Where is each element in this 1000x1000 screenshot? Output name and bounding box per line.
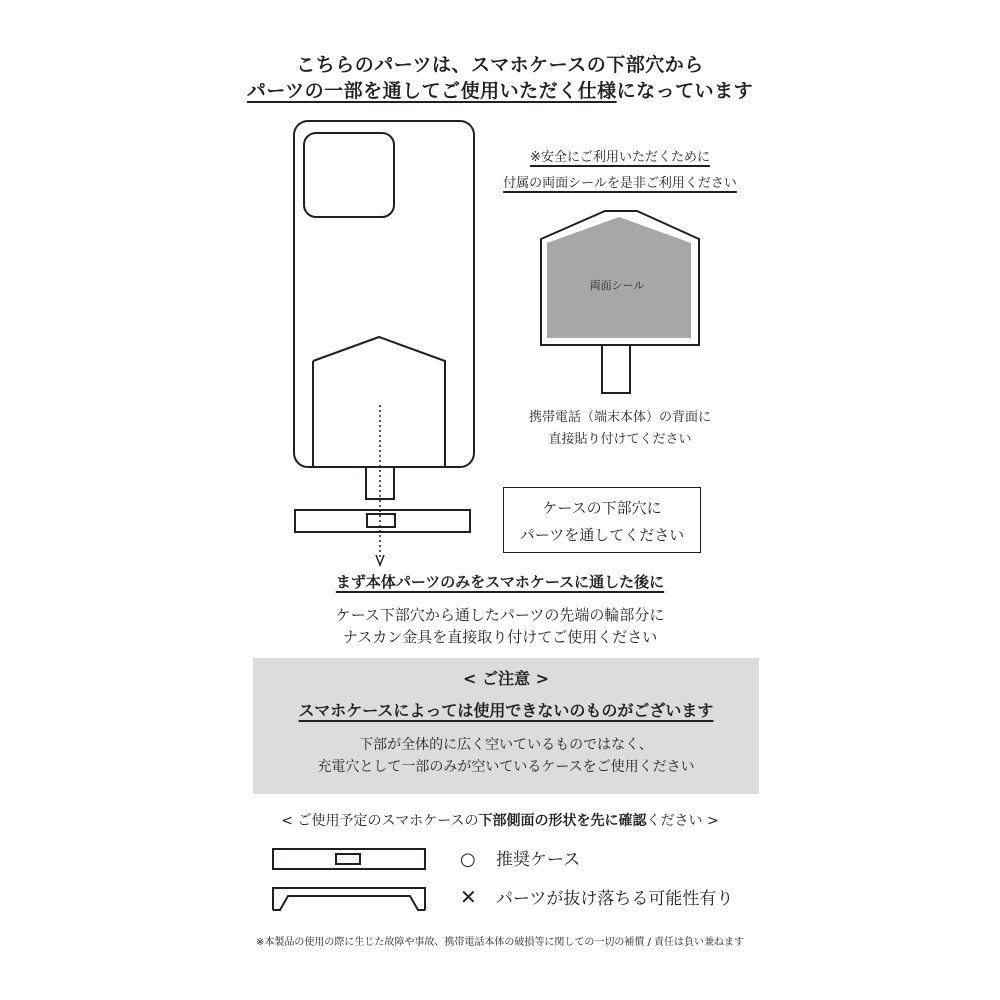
seal-note-line-1: ※安全にご利用いただくために xyxy=(530,150,710,165)
legend-label-recommended: 推奨ケース xyxy=(496,850,581,870)
attach-note-line-2: 直接貼り付けてください xyxy=(548,432,692,447)
seal-diagram xyxy=(535,205,705,397)
check-instruction: < ご使用予定のスマホケースの下部側面の形状を先に確認ください > xyxy=(281,813,719,829)
phone-outline xyxy=(294,121,474,467)
seal-note-line-2: 付属の両面シールを是非ご利用ください xyxy=(503,176,737,191)
case-bottom-outline xyxy=(273,849,425,869)
charging-hole-outline xyxy=(367,514,395,527)
disclaimer: ※本製品の使用の際に生じた故障や事故、携帯電話本体の破損等に関しての一切の補償 / 責任は負い兼ねます xyxy=(255,937,745,948)
legend-row-recommended xyxy=(460,845,580,870)
case-hole-line-1: ケースの下部穴に xyxy=(542,499,662,517)
strap-part-outline xyxy=(313,337,445,466)
case-hole-line-2: パーツを通してください xyxy=(519,526,685,544)
caution-panel xyxy=(253,658,759,794)
phone-diagram xyxy=(280,115,490,570)
part-tab-outline xyxy=(602,346,630,393)
step-line-2: ナスカン金具を直接取り付けてご使用ください xyxy=(342,628,658,646)
legend-row-not-recommended xyxy=(460,884,733,909)
open-bottom-case-outline xyxy=(273,888,425,910)
not-recommended-case-diagram xyxy=(268,882,430,914)
camera-module-icon xyxy=(304,133,394,217)
cross-icon: ✕ xyxy=(460,885,477,909)
caution-title: スマホケースによっては使用できないのものがございます xyxy=(298,701,714,720)
caution-line-1: 下部が全体的に広く空いているものではなく、 xyxy=(359,737,653,753)
header-rest-text: になっています xyxy=(616,80,754,102)
step-line-1: ケース下部穴から通したパーツの先端の輪部分に xyxy=(335,606,665,624)
charging-hole-outline xyxy=(336,854,360,864)
legend-label-not-recommended: パーツが抜け落ちる可能性有り xyxy=(496,889,734,909)
header-underlined-text: パーツの一部を通してご使用いただく仕様 xyxy=(246,80,617,102)
caution-line-2: 充電穴として一部のみが空いているケースをご使用ください xyxy=(317,759,695,775)
caution-heading: < ご注意 > xyxy=(463,669,549,688)
case-hole-instruction-box xyxy=(503,487,701,553)
seal-label: 両面シール xyxy=(589,279,645,292)
attach-note-line-1: 携帯電話（端末本体）の背面に xyxy=(528,410,711,425)
header-line-2 xyxy=(0,76,1000,103)
circle-icon: ○ xyxy=(460,849,476,870)
recommended-case-diagram xyxy=(268,844,430,874)
header-line-1: こちらのパーツは、スマホケースの下部穴から xyxy=(296,54,704,76)
step-title: まず本体パーツのみをスマホケースに通した後に xyxy=(335,573,665,591)
